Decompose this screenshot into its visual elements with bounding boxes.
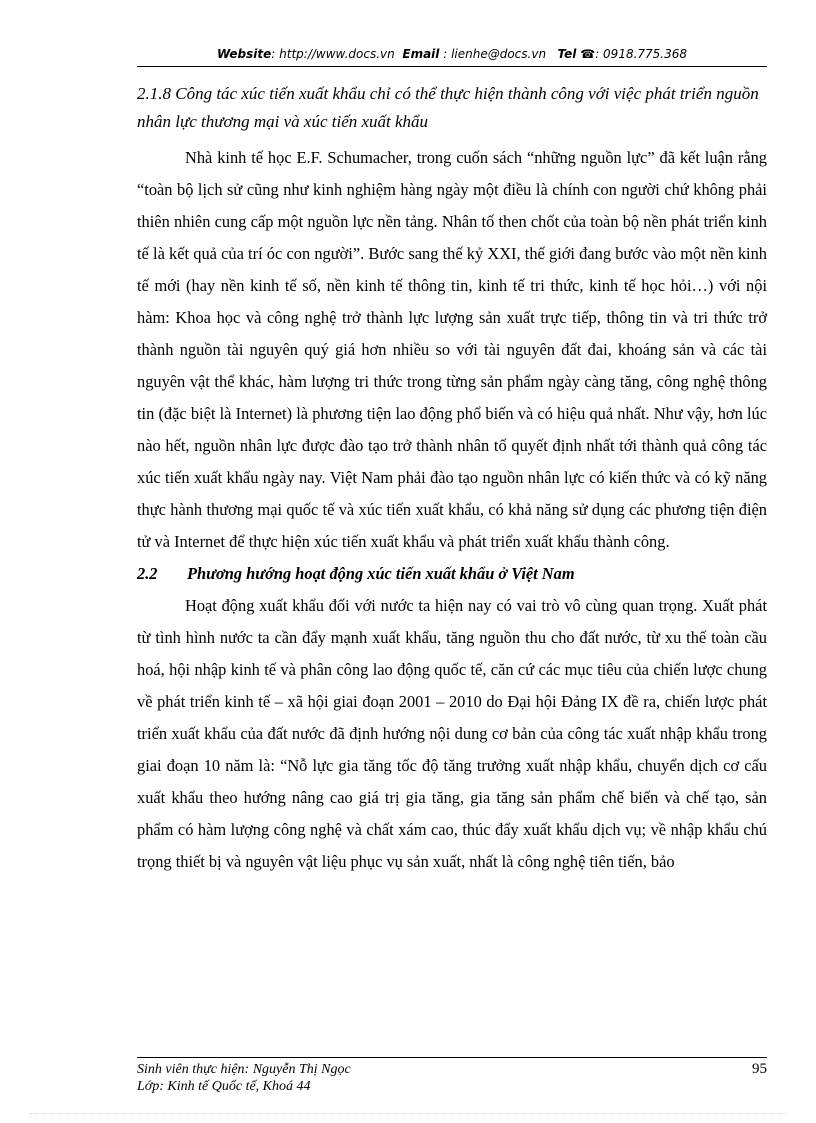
tel-value: : 0918.775.368 <box>595 47 688 61</box>
page-bottom-divider <box>30 1113 786 1114</box>
page-footer <box>137 1057 767 1095</box>
section-number: 2.2 <box>137 564 158 583</box>
section-heading-2-2 <box>137 562 767 586</box>
body-paragraph-1: Nhà kinh tế học E.F. Schumacher, trong cuốn sách “những nguồn lực” đã kết luận rằng “toàn bộ lịch sử cũng như kinh nghiệm hàng ngày một điều là chính con người chứ không phải thiên nhiên cung cấp một nguồn lực nền tảng. Nhân tố then chốt của toàn bộ nền phát triển kinh tế là kết quả của trí óc con người”. Bước sang thế kỷ XXI, thế giới đang bước vào một nền kinh tế mới (hay nền kinh tế số, nền kinh tế thông tin, kinh tế tri thức, kinh tế học hỏi…) với nội hàm: Khoa học và công nghệ trở thành lực lượng sản xuất trực tiếp, thông tin và tri thức trở thành nguồn tài nguyên quý giá hơn nhiều so với tài nguyên đất đai, khoáng sản và các tài nguyên vật thể khác, hàm lượng tri thức trong từng sản phẩm ngày càng tăng, công nghệ thông tin (đặc biệt là Internet) là phương tiện lao động phổ biến và có hiệu quả nhất. Như vậy, hơn lúc nào hết, nguồn nhân lực được đào tạo trở thành nhân tố quyết định nhất tới thành quả công tác xúc tiến xuất khẩu ngày nay. Việt Nam phải đào tạo nguồn nhân lực có kiến thức và có kỹ năng thực hành thương mại quốc tế và xúc tiến xuất khẩu, có khả năng sử dụng các phương tiện điện tử và Internet để thực hiện xúc tiến xuất khẩu và phát triển xuất khẩu thành công. <box>137 148 767 551</box>
telephone-icon: ☎ <box>580 47 596 61</box>
footer-student: Sinh viên thực hiện: Nguyễn Thị Ngọc <box>137 1062 351 1077</box>
body-paragraph-2: Hoạt động xuất khẩu đối với nước ta hiện nay có vai trò vô cùng quan trọng. Xuất phát từ tình hình nước ta cần đẩy mạnh xuất khẩu, tăng nguồn thu cho đất nước, từ xu thế toàn cầu hoá, hội nhập kinh tế và phân công lao động quốc tế, căn cứ các mục tiêu của chiến lược chung về phát triển kinh tế – xã hội giai đoạn 2001 – 2010 do Đại hội Đảng IX đề ra, chiến lược phát triển xuất khẩu của đất nước đã định hướng nội dung cơ bản của công tác xuất nhập khẩu trong giai đoạn 10 năm là: “Nỗ lực gia tăng tốc độ tăng trưởng xuất nhập khẩu, chuyển dịch cơ cấu xuất khẩu theo hướng nâng cao giá trị gia tăng, gia tăng sản phẩm chế biến và chế tạo, sản phẩm có hàm lượng công nghệ và chất xám cao, thúc đẩy xuất khẩu dịch vụ; về nhập khẩu chú trọng thiết bị và nguyên vật liệu phục vụ sản xuất, nhất là công nghệ tiên tiến, bảo <box>137 596 767 871</box>
email-value: : lienhe@docs.vn <box>439 47 547 61</box>
tel-label: Tel <box>557 47 577 61</box>
page-content <box>137 80 767 878</box>
email-label: Email <box>402 47 440 61</box>
subsection-heading-2-1-8: 2.1.8 Công tác xúc tiến xuất khẩu chỉ có thể thực hiện thành công với việc phát triển nguồn nhân lực thương mại và xúc tiến xuất khẩu <box>137 84 759 131</box>
page-number: 95 <box>752 1061 767 1077</box>
section-title: Phương hướng hoạt động xúc tiến xuất khẩu ở Việt Nam <box>187 564 575 583</box>
page-header <box>137 42 767 67</box>
footer-class: Lớp: Kinh tế Quốc tế, Khoá 44 <box>137 1079 311 1094</box>
website-label: Website <box>216 47 272 61</box>
website-value: : http://www.docs.vn <box>271 47 395 61</box>
